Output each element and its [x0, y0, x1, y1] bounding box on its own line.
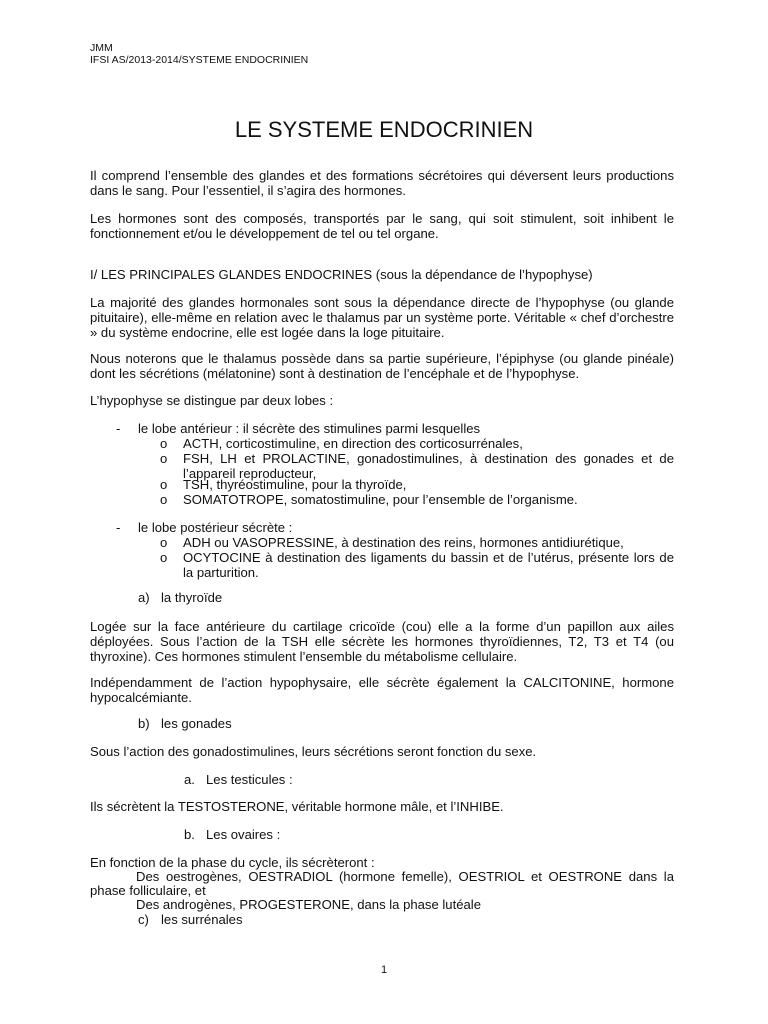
thyroide-paragraph-1: Logée sur la face antérieure du cartilage cricoïde (cou) elle a la forme d’un papillon aux ailes déployées. Sous l’action de la TSH elle sécrète les hormones thyroïdiennes, T2, T3 et T4 (ou thyroxine). Ces hormones stimulent l’ensemble du métabolisme cellulaire. — [90, 619, 674, 664]
intro-paragraph-2: Les hormones sont des composés, transportés par le sang, qui soit stimulent, soit inhibent le fonctionnement et/ou le développement de tel ou tel organe. — [90, 211, 674, 241]
page-title: LE SYSTEME ENDOCRINIEN — [234, 117, 534, 142]
list-bullet: o — [160, 492, 168, 507]
thyroide-paragraph-2: Indépendamment de l’action hypophysaire, elle sécrète également la CALCITONINE, hormone hypocalcémiante. — [90, 675, 674, 705]
lobe-anterieur-label: le lobe antérieur : il sécrète des stimulines parmi lesquelles — [138, 421, 481, 436]
intro-paragraph-1: Il comprend l’ensemble des glandes et des formations sécrétoires qui déversent leurs productions dans le sang. Pour l’essentiel, il s’agira des hormones. — [90, 168, 674, 198]
header-author: JMM — [90, 42, 113, 54]
subsection-heading-thyroide: la thyroïde — [161, 590, 223, 605]
sub-subsection-marker: b. — [184, 827, 195, 842]
list-item: ACTH, corticostimuline, en direction des corticosurrénales, — [183, 436, 523, 451]
list-dash: - — [116, 520, 121, 535]
subsection-marker: c) — [138, 912, 149, 927]
list-item: ADH ou VASOPRESSINE, à destination des reins, hormones antidiurétique, — [183, 535, 624, 550]
thalamus-paragraph: Nous noterons que le thalamus possède dans sa partie supérieure, l’épiphyse (ou glande pinéale) dont les sécrétions (mélatonine) sont à destination de l’encéphale et de l’hypophyse. — [90, 351, 674, 381]
oestrogenes-line-continued: phase folliculaire, et — [90, 883, 206, 898]
subsection-marker: b) — [138, 716, 150, 731]
list-dash: - — [116, 421, 121, 436]
list-bullet: o — [160, 436, 168, 451]
testicules-text: Ils sécrètent la TESTOSTERONE, véritable hormone mâle, et l’INHIBE. — [90, 799, 504, 814]
section-heading: I/ LES PRINCIPALES GLANDES ENDOCRINES (sous la dépendance de l’hypophyse) — [90, 267, 593, 282]
lobes-intro: L’hypophyse se distingue par deux lobes : — [90, 393, 334, 408]
list-item: FSH, LH et PROLACTINE, gonadostimulines, à destination des gonades et de l’appareil reproducteur, — [183, 451, 674, 481]
gonades-paragraph: Sous l’action des gonadostimulines, leurs sécrétions seront fonction du sexe. — [90, 744, 537, 759]
list-item: SOMATOTROPE, somatostimuline, pour l’ensemble de l’organisme. — [183, 492, 578, 507]
androgenes-line: Des androgènes, PROGESTERONE, dans la phase lutéale — [136, 897, 481, 912]
page-number: 1 — [380, 964, 388, 976]
list-bullet: o — [160, 550, 168, 565]
sub-subsection-marker: a. — [184, 772, 195, 787]
list-bullet: o — [160, 477, 168, 492]
oestrogenes-line: Des oestrogènes, OESTRADIOL (hormone femelle), OESTRIOL et OESTRONE dans la — [136, 869, 674, 884]
list-bullet: o — [160, 451, 168, 466]
lobe-posterieur-label: le lobe postérieur sécrète : — [138, 520, 293, 535]
list-bullet: o — [160, 535, 168, 550]
hypophyse-paragraph: La majorité des glandes hormonales sont sous la dépendance directe de l’hypophyse (ou glande pituitaire), elle-même en relation avec le thalamus par un système porte. Véritable « chef d’orchestre » du système endocrine, elle est logée dans la loge pituitaire. — [90, 295, 674, 340]
subsection-heading-gonades: les gonades — [161, 716, 232, 731]
list-item: TSH, thyréostimuline, pour la thyroïde, — [183, 477, 407, 492]
sub-subsection-heading-ovaires: Les ovaires : — [206, 827, 281, 842]
subsection-marker: a) — [138, 590, 150, 605]
header-course: IFSI AS/2013-2014/SYSTEME ENDOCRINIEN — [90, 54, 309, 66]
ovaires-intro: En fonction de la phase du cycle, ils sécrèteront : — [90, 855, 375, 870]
subsection-heading-surrenales: les surrénales — [161, 912, 243, 927]
list-item: OCYTOCINE à destination des ligaments du bassin et de l’utérus, présente lors de la parturition. — [183, 550, 674, 580]
sub-subsection-heading-testicules: Les testicules : — [206, 772, 293, 787]
